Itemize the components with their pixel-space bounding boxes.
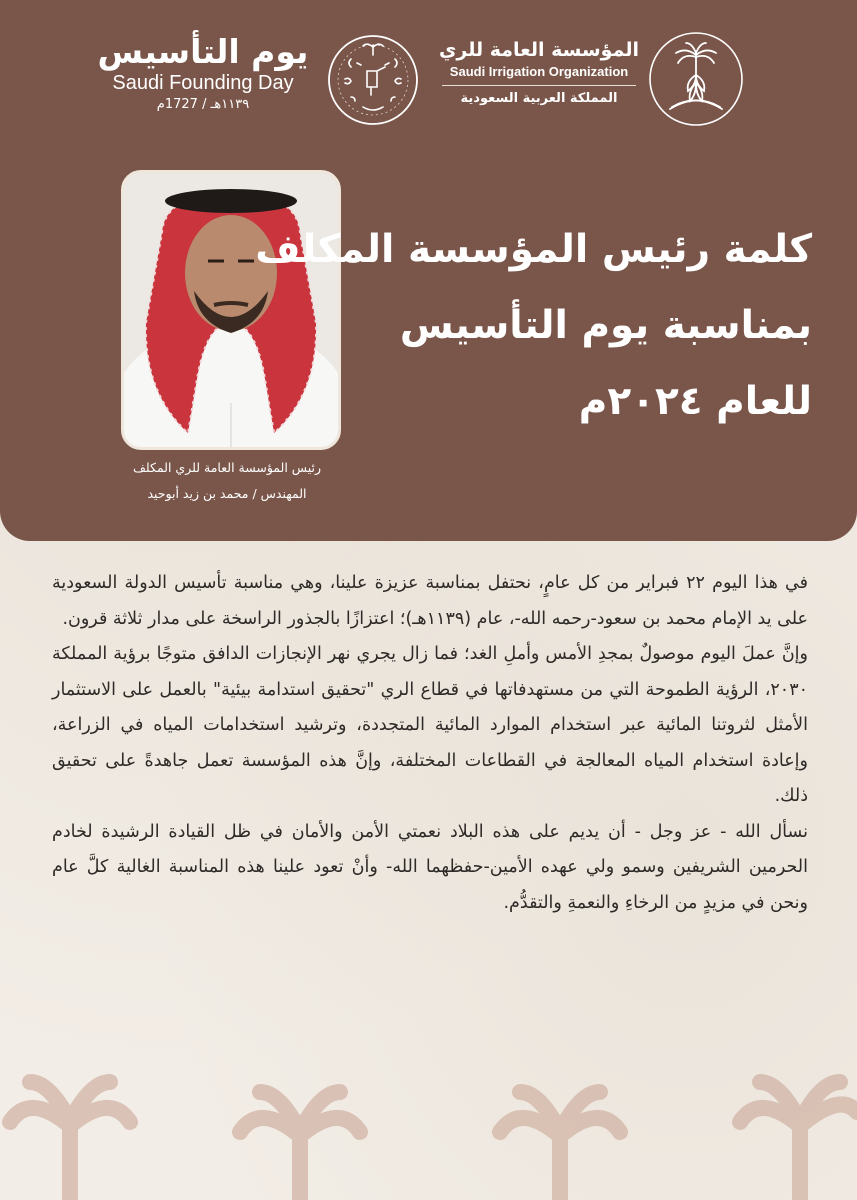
sio-logo-text (436, 39, 642, 106)
page-title (255, 212, 812, 440)
palm-swords-emblem-icon (648, 31, 744, 127)
founding-day-title-en: Saudi Founding Day (112, 71, 294, 94)
title-line-1: كلمة رئيس المؤسسة المكلف (255, 227, 812, 272)
founding-day-circular-emblem-icon (327, 33, 419, 127)
sio-kingdom-ar: المملكة العربية السعودية (460, 91, 618, 106)
speech-paragraph-2: وإنَّ عملَ اليوم موصولٌ بمجدِ الأمس وأملِ الغد؛ فما زال يجري نهر الإنجازات الدافق متوجًا برؤية المملكة ٢٠٣٠، الرؤية الطموحة التي من مستهدفاتها في قطاع الري "تحقيق استدامة بيئية" بالعمل على الاستثمار الأمثل لثروتنا المائية عبر استخدام الموارد المائية المتجددة، وترشيد استخدامات المياه في الزراعة، وإعادة استخدام المياه المعالجة في القطاعات المختلفة، وإنَّ هذه المؤسسة تعمل جاهدةً على تحقيق ذلك. (52, 644, 808, 806)
palm-trees-decoration (0, 1062, 857, 1200)
sio-divider (442, 85, 636, 86)
caption-name: المهندس / محمد بن زيد أبوحيد (147, 486, 307, 501)
title-line-2: بمناسبة يوم التأسيس (399, 303, 812, 348)
speech-body (52, 566, 808, 921)
speech-paragraph-3: نسأل الله - عز وجل - أن يديم على هذه البلاد نعمتي الأمن والأمان في ظل القيادة الرشيدة لخادم الحرمين الشريفين وسمو ولي عهده الأمين-حفظهما الله- وأنْ تعود علينا هذه المناسبة الغالية كلَّ عام ونحن في مزيدٍ من الرخاءِ والنعمةِ والتقدُّم. (52, 821, 808, 913)
sio-name-en: Saudi Irrigation Organization (449, 64, 629, 79)
founding-day-title-ar: يوم التأسيس (97, 32, 309, 71)
founding-day-years: ١١٣٩هـ / 1727م (156, 96, 250, 112)
portrait-caption (112, 460, 342, 512)
header-banner (0, 0, 857, 541)
caption-role: رئيس المؤسسة العامة للري المكلف (132, 460, 322, 475)
sio-name-ar: المؤسسة العامة للري (439, 39, 639, 61)
founding-day-logo-text (92, 32, 314, 112)
title-line-3: للعام ٢٠٢٤م (578, 379, 812, 424)
speech-paragraph-1: في هذا اليوم ٢٢ فبراير من كل عامٍ، نحتفل بمناسبة عزيزة علينا، وهي مناسبة تأسيس الدولة السعودية على يد الإمام محمد بن سعود-رحمه الله-، عام (١١٣٩هـ)؛ اعتزازًا بالجذور الراسخة على مدار ثلاثة قرون. (52, 573, 808, 629)
logo-row (0, 25, 857, 135)
